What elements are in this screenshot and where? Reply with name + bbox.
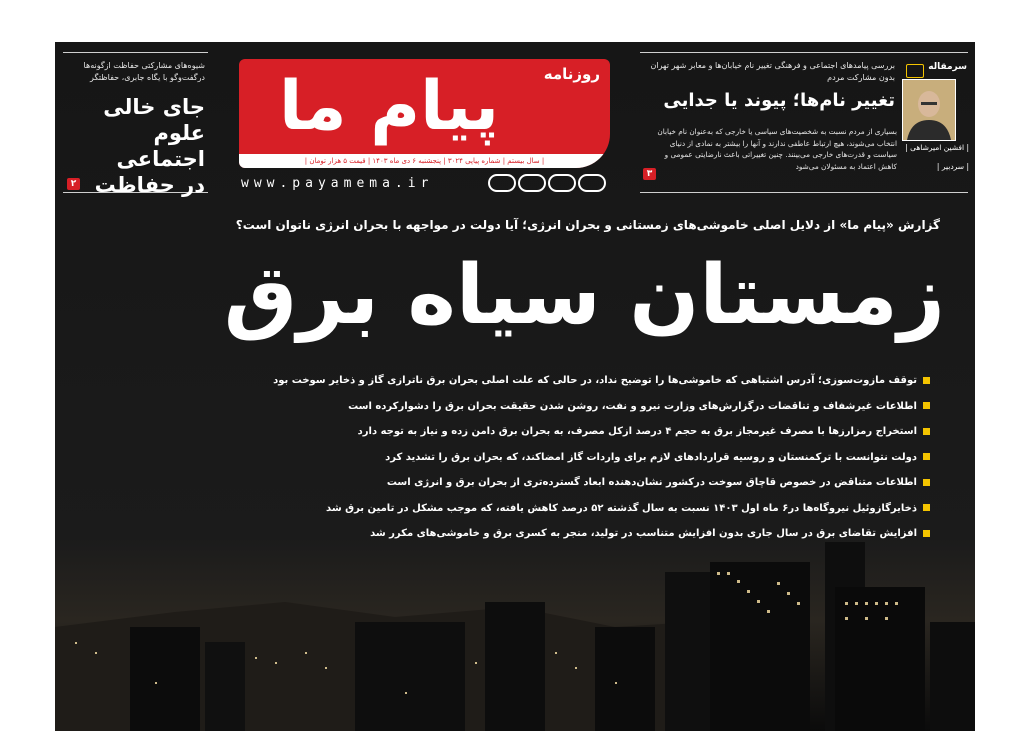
- bullet-square-icon: [923, 504, 930, 511]
- author-role: | سردبیر |: [936, 162, 969, 171]
- divider: [63, 52, 208, 53]
- bullet-text: اطلاعات متناقض در خصوص قاچاق سوخت درکشور نشان‌دهنده ابعاد گسترده‌تری از بحران برق و انرژی است: [386, 477, 917, 488]
- main-kicker: گزارش «پیام ما» از دلایل اصلی خاموشی‌های زمستانی و بحران انرژی؛ آیا دولت در مواجهه با بحران انرژی ناتوان است؟: [235, 218, 940, 232]
- bullet-text: توقف مازوت‌سوزی؛ آدرس اشتباهی که خاموشی‌ها را توضیح نداد، در حالی که علت اصلی بحران برق ناترازی گاز و ذخایر سوخت بود: [273, 375, 917, 386]
- list-item[interactable]: [330, 394, 930, 420]
- teaser-kicker: شیوه‌های مشارکتی حفاظت ازگونه‌ها درگفت‌وگو با یگاه جابری، حفاظتگر: [83, 61, 205, 82]
- brand-ornament-icon: [487, 172, 612, 194]
- teaser-headline-line: در حفاظت: [94, 173, 205, 197]
- list-item[interactable]: [326, 496, 930, 522]
- bullet-square-icon: [923, 479, 930, 486]
- bullet-square-icon: [923, 453, 930, 460]
- author-photo: [902, 79, 956, 141]
- editorial-kicker: بررسی پیامدهای اجتماعی و فرهنگی تغییر نام خیابان‌ها و معابر شهر تهران بدون مشارکت مردم: [650, 61, 895, 82]
- issue-info: | سال بیستم | شماره پیاپی ۳۰۲۴ | پنجشنبه ۶ دی ماه ۱۴۰۳ | قیمت ۵ هزار تومان |: [239, 154, 610, 168]
- bullet-text: اطلاعات غیرشفاف و تناقضات درگزارش‌های وزارت نیرو و نفت، روشن شدن حقیقت بحران برق را دشوارکرده است: [348, 400, 917, 412]
- list-item[interactable]: [330, 445, 930, 471]
- list-item[interactable]: [330, 419, 930, 445]
- divider: [640, 52, 968, 53]
- website-url[interactable]: www.payamema.ir: [241, 176, 434, 191]
- list-item[interactable]: [330, 521, 930, 547]
- teaser-headline[interactable]: [65, 94, 205, 198]
- page-number-badge: ۳: [643, 168, 656, 180]
- bullet-text: دولت نتوانست با ترکمنستان و روسیه قراردادهای لازم برای واردات گاز امضاکند، که بحران برق را تشدید کرد: [385, 451, 917, 463]
- newspaper-logo: پیام ما: [279, 67, 499, 146]
- bullet-square-icon: [923, 530, 930, 537]
- editorial-headline[interactable]: تغییر نام‌ها؛ پیوند یا جدایی: [663, 90, 895, 111]
- list-item[interactable]: [273, 368, 930, 394]
- section-label: سرمقاله: [928, 62, 967, 72]
- page-number-badge: ۲: [67, 178, 80, 190]
- masthead-logo[interactable]: [239, 59, 610, 168]
- bullet-list: [273, 368, 930, 547]
- author-name: | افشین امیرشاهی |: [905, 143, 969, 152]
- list-item[interactable]: [330, 470, 930, 496]
- editorial-icon: [906, 64, 924, 78]
- bullet-square-icon: [923, 377, 930, 384]
- bullet-square-icon: [923, 428, 930, 435]
- main-headline[interactable]: زمستان سیاه برق: [223, 248, 945, 343]
- teaser-headline-line: جای خالی: [103, 95, 205, 119]
- teaser-headline-line: علوم اجتماعی: [116, 121, 205, 171]
- bullet-text: ذخایرگازوئیل نیروگاه‌ها در۶ ماه اول ۱۴۰۳ نسبت به سال گذشته ۵۲ درصد کاهش یافته، که موجب مشکل در تامین برق شد: [326, 502, 917, 514]
- bullet-square-icon: [923, 402, 930, 409]
- bullet-text: افزایش تقاضای برق در سال جاری بدون افزایش متناسب در تولید، منجر به کسری برق و خاموشی‌های مکرر شد: [370, 528, 917, 539]
- avatar: [903, 80, 955, 140]
- masthead-tag: روزنامه: [543, 65, 600, 83]
- bullet-text: استخراج رمزارزها با مصرف غیرمجاز برق به حجم ۴ درصد ازکل مصرف، به بحران برق دامن زده و نیاز به توجه دارد: [357, 426, 917, 437]
- editorial-body: بسیاری از مردم نسبت به شخصیت‌های سیاسی یا خارجی که به‌عنوان نام خیابان انتخاب می‌شوند، هیچ ارتباط عاطفی ندارند و آنها را بیشتر به نمادی از دنیای سیاست و قدرت‌های خارجی می‌بینند. چنین تغییراتی باعث نارضایتی عمومی و کاهش اعتماد به مسئولان می‌شود: [657, 127, 897, 171]
- newspaper-front-page: [55, 42, 975, 731]
- divider: [640, 192, 968, 193]
